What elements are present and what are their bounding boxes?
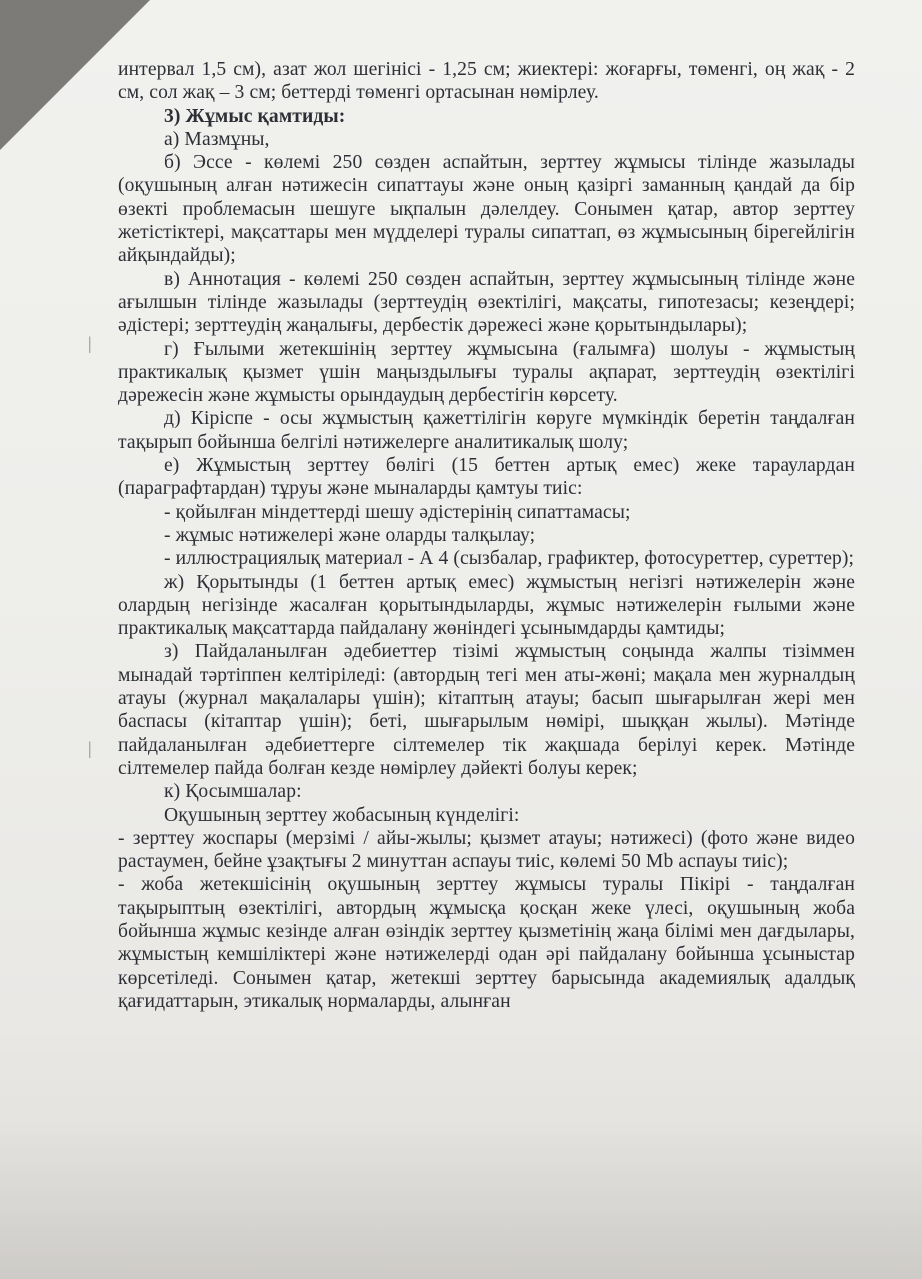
item-g-supervisor-review: г) Ғылыми жетекшінің зерттеу жұмысына (ғалымға) шолуы - жұмыстың практикалық қызмет үшін маңыздылығы туралы ақпарат, зерттеудің өзектілігі дәрежесін және жұмысты орындаудың дербестігін көрсету. (118, 338, 855, 407)
item-e-research-part: е) Жұмыстың зерттеу бөлігі (15 беттен артық емес) жеке тараулардан (параграфтардан) тұруы және мыналарды қамтуы тиіс: (118, 455, 855, 500)
list-item-results: - жұмыс нәтижелері және оларды талқылау; (164, 524, 536, 546)
paragraph-format-continuation: интервал 1,5 см), азат жол шегінісі - 1,25 см; жиектері: жоғарғы, төменгі, оң жақ - 2 см, сол жақ – 3 см; беттерді төменгі ортасынан нөмірлеу. (118, 59, 855, 104)
item-v-annotation: в) Аннотация - көлемі 250 сөзден аспайтын, зерттеу жұмысының тілінде және ағылшын тілінде жазылады (зерттеудің өзектілігі, мақсаты, гипотезасы; кезеңдері; әдістері; зерттеудің жаңалығы, дербестік дәрежесі және қорытындылары); (118, 268, 855, 337)
item-b-essay: б) Эссе - көлемі 250 сөзден аспайтын, зерттеу жұмысы тілінде жазылады (оқушының алған нәтижесін сипаттауы және оның қазіргі заманның қандай да бір өзекті проблемасын шешуге ықпалын дәлелдеу. Сонымен қатар, автор зерттеу жетістіктері, мақсаттары мен мүдделері туралы сипаттап, өз жұмысының бірегейлігін айқындайды); (118, 152, 855, 267)
margin-mark: | (88, 738, 92, 758)
research-diary-heading: Оқушының зерттеу жобасының күнделігі: (164, 804, 520, 826)
item-k-appendices: к) Қосымшалар: (164, 781, 302, 803)
item-z-references: з) Пайдаланылған әдебиеттер тізімі жұмыстың соңында жалпы тізіммен мынадай тәртіппен келтіріледі: (автордың тегі мен аты-жөні; мақала мен журналдың атауы (журнал мақалалары үшін); кітаптың атауы; басып шығарылған жері мен баспасы (кітаптар үшін); беті, шығарылым нөмірі, шыққан жылы). Мәтінде пайдаланылған әдебиеттерге сілтемелер тік жақшада берілуі керек. Мәтінде сілтемелер пайда болған кезде нөмірлеу дәйекті болуы керек; (118, 641, 855, 779)
list-item-methods: - қойылған міндеттерді шешу әдістерінің сипаттамасы; (164, 501, 631, 523)
item-zh-conclusion: ж) Қорытынды (1 беттен артық емес) жұмыстың негізгі нәтижелерін және олардың негізінде жасалған қорытындыларды, жұмыс нәтижелерін ғылыми және практикалық мақсаттарда пайдалану жөніндегі ұсынымдарды қамтиды; (118, 571, 855, 640)
margin-mark: | (88, 333, 92, 353)
list-item-supervisor-feedback: - жоба жетекшісінің оқушының зерттеу жұмысы туралы Пікірі - таңдалған тақырыптың өзектілігі, автордың жұмысқа қосқан жеке үлесі, оқушының жоба бойынша жұмыс кезінде алған өзіндік зерттеу қызметінің жаңа білімі мен дағдылары, жұмыстың кемшіліктері және нәтижелерді одан әрі пайдалану бойынша ұсыныстар көрсетіледі. Сонымен қатар, жетекші зерттеу барысында академиялық адалдық қағидаттарын, этикалық нормаларды, алынған (118, 874, 855, 1012)
document-body (118, 58, 855, 1013)
section-heading-work-contents: 3) Жұмыс қамтиды: (164, 105, 346, 127)
item-d-introduction: д) Кіріспе - осы жұмыстың қажеттілігін көруге мүмкіндік беретін таңдалған тақырып бойынша белгілі нәтижелерге аналитикалық шолу; (118, 408, 855, 453)
list-item-research-plan: - зерттеу жоспары (мерзімі / айы-жылы; қызмет атауы; нәтижесі) (фото және видео растаумен, бейне ұзақтығы 2 минуттан аспауы тиіс, көлемі 50 Mb аспауы тиіс); (118, 827, 855, 873)
list-item-illustrations: - иллюстрациялық материал - А 4 (сызбалар, графиктер, фотосуреттер, суреттер); (164, 548, 855, 570)
page-shadow (0, 1119, 922, 1279)
item-a-contents: а) Мазмұны, (164, 128, 270, 150)
